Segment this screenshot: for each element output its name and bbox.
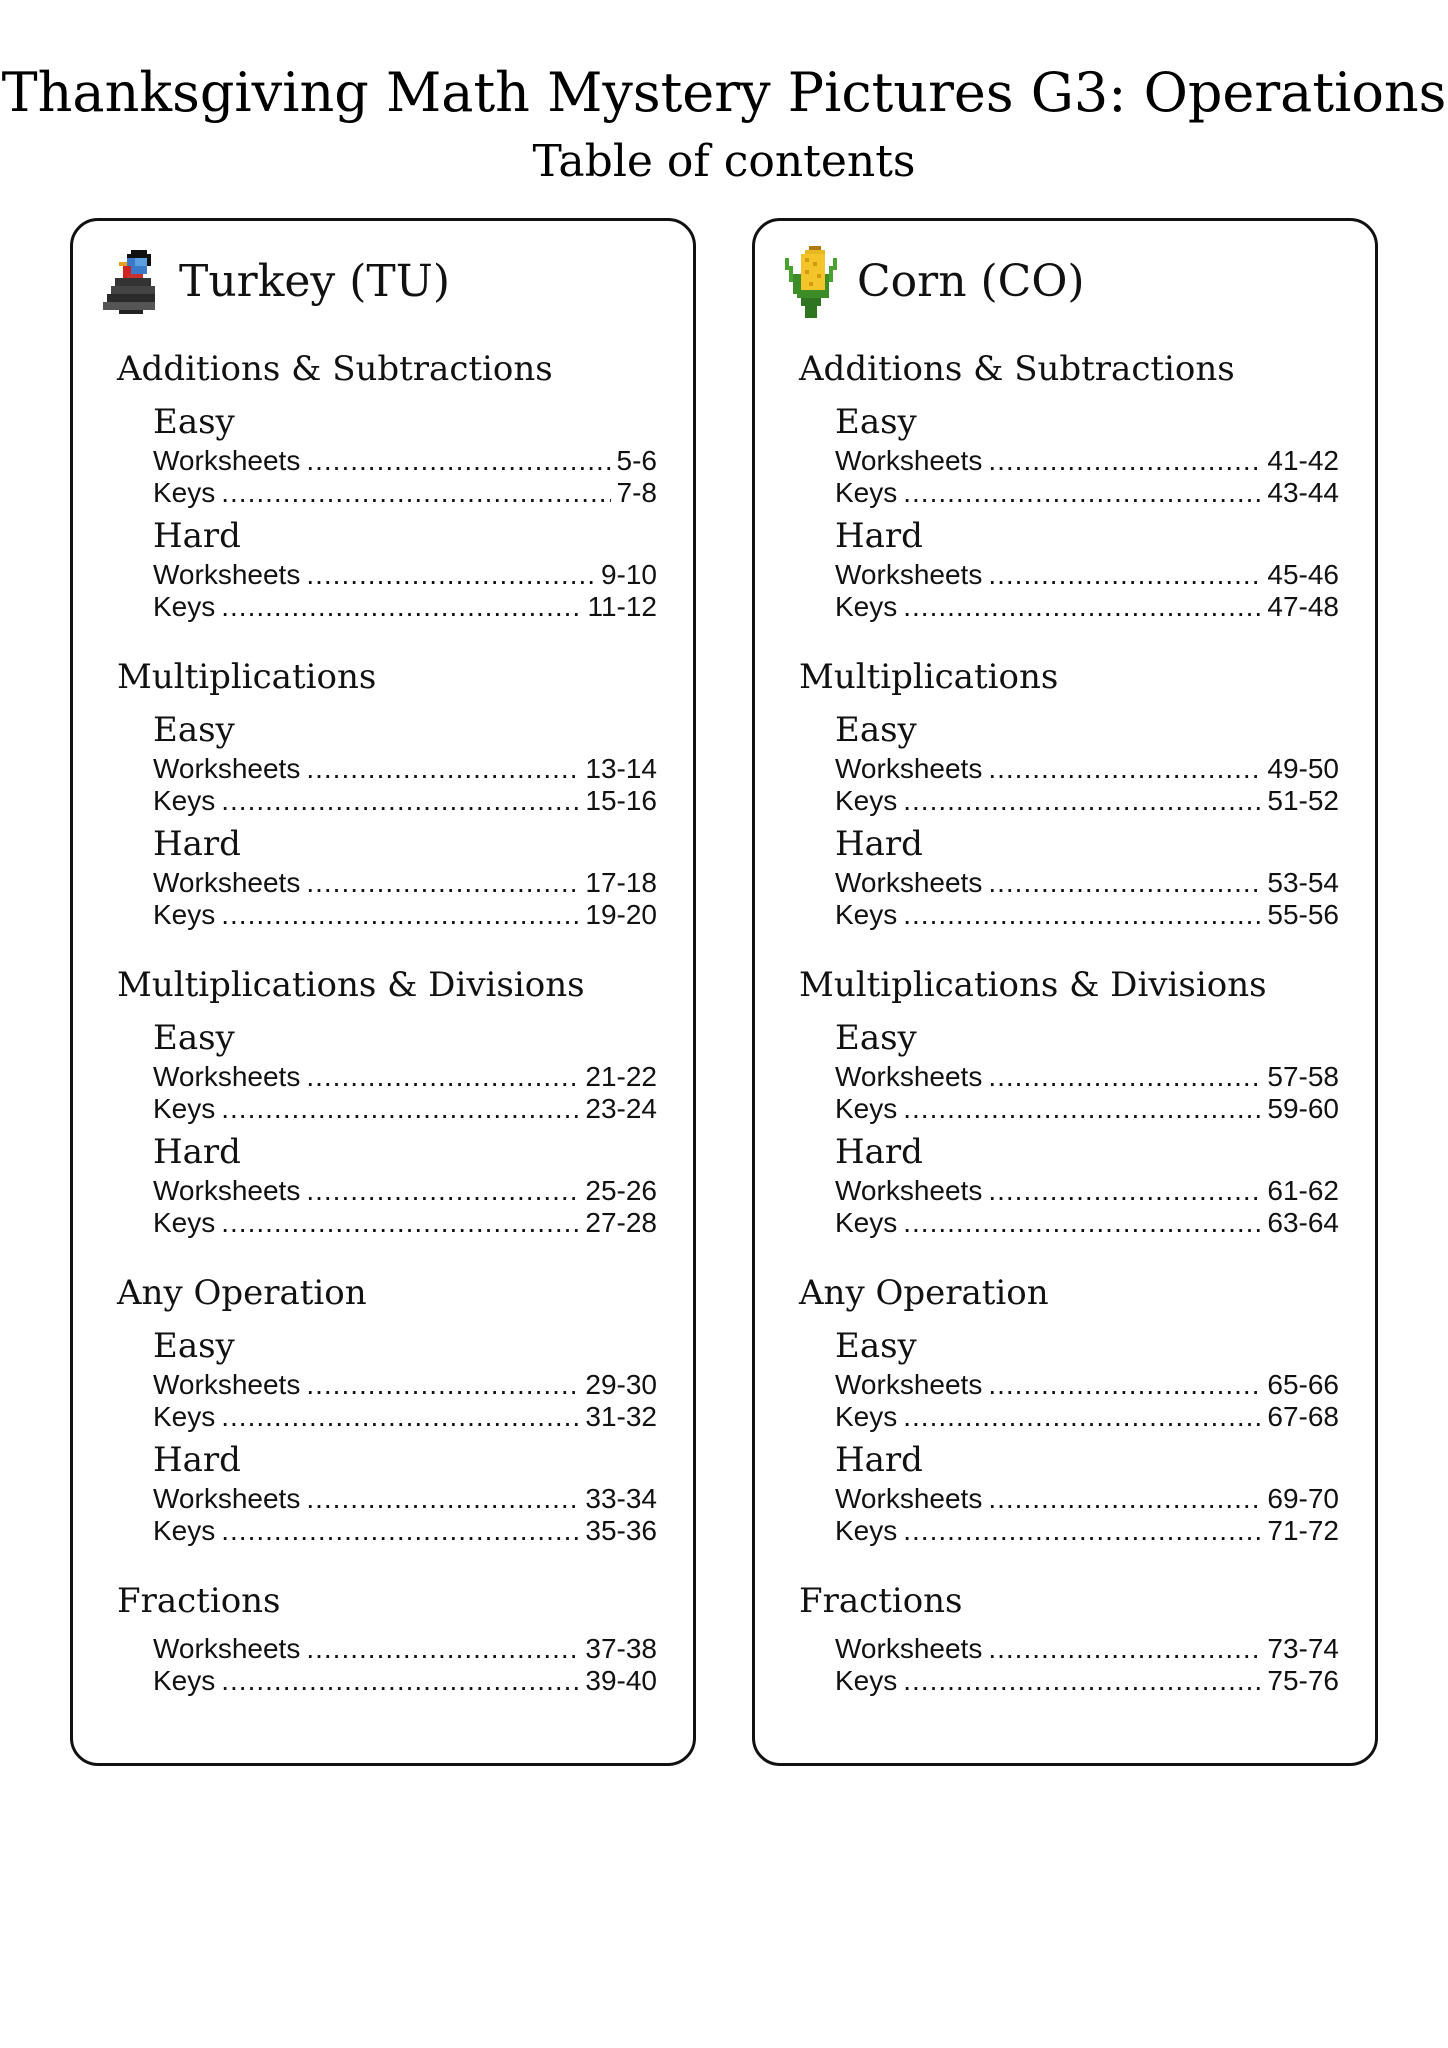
- toc-entry-worksheets: [153, 1175, 657, 1207]
- level-title: Easy: [835, 710, 917, 750]
- toc-entry-worksheets: [835, 445, 1339, 477]
- entry-label: Keys: [835, 591, 898, 622]
- dot-leader: [306, 1175, 579, 1207]
- dot-leader: [988, 445, 1261, 477]
- dot-leader: [221, 591, 581, 623]
- toc-entry-worksheets: [835, 1483, 1339, 1515]
- entry-label: Keys: [835, 477, 898, 508]
- toc-entry-keys: [835, 591, 1339, 623]
- level-hard: [799, 1131, 1339, 1239]
- section-title: Multiplications & Divisions: [799, 965, 1267, 1005]
- dot-leader: [988, 1061, 1261, 1093]
- page-range: 17-18: [585, 867, 657, 898]
- toc-section: [799, 655, 1339, 931]
- toc-section-fractions: [117, 1579, 657, 1697]
- page-range: 21-22: [585, 1061, 657, 1092]
- panel-title: Corn (CO): [857, 256, 1085, 307]
- toc-list: [799, 347, 1339, 1729]
- level-title: Hard: [835, 1132, 923, 1172]
- section-title: Multiplications & Divisions: [117, 965, 585, 1005]
- toc-entry-keys: [835, 1093, 1339, 1125]
- page-range: 67-68: [1267, 1401, 1339, 1432]
- toc-entry-worksheets: [153, 1061, 657, 1093]
- entry-label: Keys: [835, 1515, 898, 1546]
- dot-leader: [903, 1093, 1261, 1125]
- toc-entry-worksheets: [153, 1633, 657, 1665]
- toc-entry-worksheets: [835, 559, 1339, 591]
- toc-entry-worksheets: [835, 1633, 1339, 1665]
- level-title: Hard: [835, 824, 923, 864]
- dot-leader: [221, 1515, 579, 1547]
- toc-entry-worksheets: [835, 1369, 1339, 1401]
- toc-section: [117, 963, 657, 1239]
- entry-label: Worksheets: [153, 559, 301, 590]
- panel-header: [103, 247, 450, 317]
- page-range: 29-30: [585, 1369, 657, 1400]
- level-hard: [117, 515, 657, 623]
- level-title: Easy: [835, 1018, 917, 1058]
- page-range: 47-48: [1267, 591, 1339, 622]
- toc-section: [117, 1271, 657, 1547]
- level-title: Hard: [835, 516, 923, 556]
- level-hard: [799, 1439, 1339, 1547]
- entry-label: Keys: [153, 1401, 216, 1432]
- entry-label: Keys: [835, 1093, 898, 1124]
- entry-label: Worksheets: [153, 445, 301, 476]
- entry-label: Keys: [835, 785, 898, 816]
- level-hard: [117, 823, 657, 931]
- entry-label: Keys: [153, 1515, 216, 1546]
- toc-entry-keys: [835, 477, 1339, 509]
- page-range: 9-10: [600, 559, 657, 590]
- dot-leader: [903, 477, 1261, 509]
- entry-label: Worksheets: [835, 1061, 983, 1092]
- dot-leader: [221, 477, 610, 509]
- level-easy: [799, 1017, 1339, 1125]
- page-range: 53-54: [1267, 867, 1339, 898]
- toc-entry-worksheets: [153, 753, 657, 785]
- toc-entry-keys: [153, 1515, 657, 1547]
- dot-leader: [903, 1207, 1261, 1239]
- level-easy: [117, 709, 657, 817]
- page-range: 11-12: [587, 591, 657, 622]
- section-title: Additions & Subtractions: [117, 349, 553, 389]
- dot-leader: [221, 1207, 579, 1239]
- page-range: 25-26: [585, 1175, 657, 1206]
- page-range: 27-28: [585, 1207, 657, 1238]
- toc-section: [799, 347, 1339, 623]
- level-easy: [799, 1325, 1339, 1433]
- panel-header: [785, 247, 1085, 317]
- entry-label: Keys: [835, 899, 898, 930]
- dot-leader: [903, 1515, 1261, 1547]
- entry-label: Keys: [835, 1665, 898, 1696]
- entry-label: Keys: [153, 591, 216, 622]
- toc-entry-keys: [153, 785, 657, 817]
- dot-leader: [221, 1093, 579, 1125]
- level-title: Hard: [153, 1132, 241, 1172]
- entry-label: Keys: [153, 899, 216, 930]
- dot-leader: [903, 899, 1261, 931]
- dot-leader: [903, 1665, 1261, 1697]
- entry-label: Worksheets: [153, 1061, 301, 1092]
- page-range: 15-16: [585, 785, 657, 816]
- dot-leader: [221, 899, 579, 931]
- dot-leader: [903, 785, 1261, 817]
- toc-section: [117, 655, 657, 931]
- toc-entry-keys: [153, 1401, 657, 1433]
- page-range: 61-62: [1267, 1175, 1339, 1206]
- entry-label: Worksheets: [835, 445, 983, 476]
- page-subtitle: Table of contents: [532, 136, 916, 187]
- entry-label: Keys: [835, 1207, 898, 1238]
- entry-label: Keys: [153, 1665, 216, 1696]
- dot-leader: [988, 1175, 1261, 1207]
- page-title: Thanksgiving Math Mystery Pictures G3: Operations: [1, 61, 1447, 124]
- page-range: 41-42: [1267, 445, 1339, 476]
- level-hard: [799, 823, 1339, 931]
- entry-label: Worksheets: [835, 1483, 983, 1514]
- toc-entry-worksheets: [153, 867, 657, 899]
- toc-entry-worksheets: [835, 753, 1339, 785]
- level-easy: [117, 401, 657, 509]
- entry-label: Keys: [153, 785, 216, 816]
- entry-label: Worksheets: [153, 753, 301, 784]
- toc-entry-keys: [835, 1401, 1339, 1433]
- section-title: Any Operation: [117, 1273, 367, 1313]
- dot-leader: [988, 867, 1261, 899]
- dot-leader: [221, 1401, 579, 1433]
- dot-leader: [903, 591, 1261, 623]
- toc-entry-keys: [153, 899, 657, 931]
- level-easy: [117, 1017, 657, 1125]
- toc-entry-worksheets: [153, 559, 657, 591]
- section-title: Multiplications: [117, 657, 377, 697]
- toc-list: [117, 347, 657, 1729]
- page-range: 19-20: [585, 899, 657, 930]
- entry-label: Worksheets: [153, 867, 301, 898]
- entry-label: Keys: [153, 1093, 216, 1124]
- level-hard: [117, 1131, 657, 1239]
- toc-entry-keys: [835, 1665, 1339, 1697]
- page-range: 51-52: [1267, 785, 1339, 816]
- page-range: 35-36: [585, 1515, 657, 1546]
- dot-leader: [988, 1633, 1261, 1665]
- page-range: 37-38: [585, 1633, 657, 1664]
- level-hard: [799, 515, 1339, 623]
- level-title: Easy: [153, 1018, 235, 1058]
- level-easy: [799, 401, 1339, 509]
- dot-leader: [306, 1483, 579, 1515]
- section-title: Fractions: [117, 1581, 281, 1621]
- level-title: Hard: [153, 516, 241, 556]
- entry-label: Worksheets: [835, 559, 983, 590]
- entry-label: Worksheets: [153, 1633, 301, 1664]
- level-title: Easy: [835, 1326, 917, 1366]
- level-title: Hard: [835, 1440, 923, 1480]
- section-title: Additions & Subtractions: [799, 349, 1235, 389]
- level-hard: [117, 1439, 657, 1547]
- panel-title: Turkey (TU): [179, 256, 451, 307]
- entry-label: Worksheets: [835, 1369, 983, 1400]
- toc-entry-worksheets: [153, 445, 657, 477]
- toc-entry-keys: [835, 899, 1339, 931]
- dot-leader: [988, 1483, 1261, 1515]
- toc-entry-keys: [153, 477, 657, 509]
- toc-entry-keys: [153, 591, 657, 623]
- dot-leader: [988, 753, 1261, 785]
- toc-entry-worksheets: [153, 1483, 657, 1515]
- level-title: Easy: [153, 402, 235, 442]
- page-range: 13-14: [585, 753, 657, 784]
- toc-entry-keys: [835, 785, 1339, 817]
- page-range: 23-24: [585, 1093, 657, 1124]
- toc-section: [117, 347, 657, 623]
- page-range: 59-60: [1267, 1093, 1339, 1124]
- toc-entry-worksheets: [835, 1061, 1339, 1093]
- toc-section: [799, 963, 1339, 1239]
- dot-leader: [306, 445, 610, 477]
- entry-label: Worksheets: [835, 1175, 983, 1206]
- dot-leader: [306, 559, 595, 591]
- toc-section-fractions: [799, 1579, 1339, 1697]
- level-easy: [117, 1325, 657, 1433]
- page-range: 69-70: [1267, 1483, 1339, 1514]
- level-title: Easy: [153, 1326, 235, 1366]
- dot-leader: [988, 559, 1261, 591]
- dot-leader: [306, 867, 579, 899]
- page-range: 71-72: [1267, 1515, 1339, 1546]
- toc-entry-keys: [153, 1665, 657, 1697]
- dot-leader: [221, 785, 579, 817]
- toc-entry-keys: [835, 1207, 1339, 1239]
- toc-entry-keys: [835, 1515, 1339, 1547]
- entry-label: Worksheets: [835, 1633, 983, 1664]
- page-range: 7-8: [616, 477, 657, 508]
- dot-leader: [988, 1369, 1261, 1401]
- entry-label: Worksheets: [835, 753, 983, 784]
- page-range: 65-66: [1267, 1369, 1339, 1400]
- page-range: 31-32: [585, 1401, 657, 1432]
- page-range: 73-74: [1267, 1633, 1339, 1664]
- entry-label: Keys: [835, 1401, 898, 1432]
- level-title: Easy: [153, 710, 235, 750]
- level-title: Easy: [835, 402, 917, 442]
- entry-label: Worksheets: [153, 1369, 301, 1400]
- entry-label: Worksheets: [153, 1483, 301, 1514]
- page-range: 57-58: [1267, 1061, 1339, 1092]
- dot-leader: [306, 753, 579, 785]
- level-title: Hard: [153, 1440, 241, 1480]
- page-range: 55-56: [1267, 899, 1339, 930]
- page-range: 63-64: [1267, 1207, 1339, 1238]
- dot-leader: [306, 1369, 579, 1401]
- panel-corn: [752, 218, 1378, 1766]
- entry-label: Worksheets: [835, 867, 983, 898]
- toc-entry-keys: [153, 1093, 657, 1125]
- section-title: Fractions: [799, 1581, 963, 1621]
- toc-entry-keys: [153, 1207, 657, 1239]
- page-range: 49-50: [1267, 753, 1339, 784]
- entry-label: Keys: [153, 477, 216, 508]
- toc-entry-worksheets: [835, 867, 1339, 899]
- entry-label: Keys: [153, 1207, 216, 1238]
- toc-entry-worksheets: [835, 1175, 1339, 1207]
- toc-section: [799, 1271, 1339, 1547]
- section-title: Multiplications: [799, 657, 1059, 697]
- page-range: 75-76: [1267, 1665, 1339, 1696]
- page-range: 5-6: [616, 445, 657, 476]
- page-range: 43-44: [1267, 477, 1339, 508]
- section-title: Any Operation: [799, 1273, 1049, 1313]
- dot-leader: [306, 1061, 579, 1093]
- toc-entry-worksheets: [153, 1369, 657, 1401]
- entry-label: Worksheets: [153, 1175, 301, 1206]
- dot-leader: [306, 1633, 579, 1665]
- turkey-icon: [103, 249, 159, 315]
- corn-icon: [785, 246, 837, 318]
- dot-leader: [903, 1401, 1261, 1433]
- level-title: Hard: [153, 824, 241, 864]
- dot-leader: [221, 1665, 579, 1697]
- page-range: 33-34: [585, 1483, 657, 1514]
- level-easy: [799, 709, 1339, 817]
- page-range: 45-46: [1267, 559, 1339, 590]
- panel-turkey: [70, 218, 696, 1766]
- page-range: 39-40: [585, 1665, 657, 1696]
